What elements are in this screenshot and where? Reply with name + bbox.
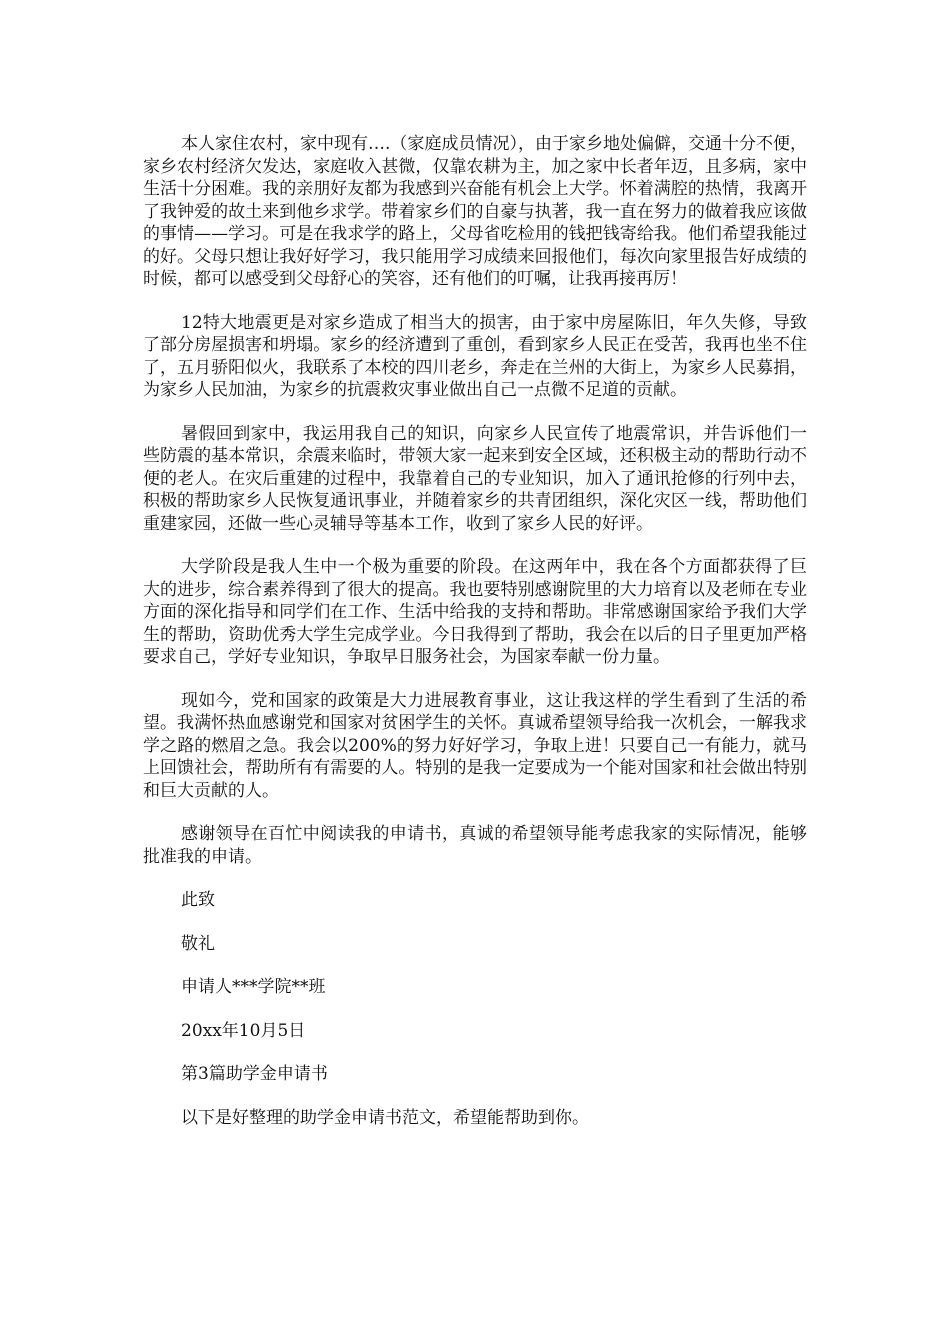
- paragraph-gratitude-policy: 现如今，党和国家的政策是大力进展教育事业，这让我这样的学生看到了生活的希望。我满怀热血感谢党和国家对贫困学生的关怀。真诚希望领导给我一次机会，一解我求学之路的燃眉之急。我会以200%的努力好好学习，争取上进！只要自己一有能力，就马上回馈社会，帮助所有有需要的人。特别的是我一定要成为一个能对国家和社会做出特别和巨大贡献的人。: [143, 690, 807, 801]
- closing-line: 此致: [181, 890, 215, 910]
- date-line: 20xx年10月5日: [181, 1020, 306, 1041]
- applicant-line: 申请人***学院**班: [181, 977, 326, 997]
- next-section-intro: 以下是好整理的助学金申请书范文，希望能帮助到你。: [181, 1107, 589, 1128]
- salute-line: 敬礼: [181, 933, 215, 954]
- paragraph-family-situation: 本人家住农村，家中现有….（家庭成员情况），由于家乡地处偏僻，交通十分不便，家乡农村经济欠发达，家庭收入甚微，仅靠农耕为主，加之家中长者年迈，且多病，家中生活十分困难。我的亲朋好友都为我感到兴奋能有机会上大学。怀着满腔的热情，我离开了我钟爱的故土来到他乡求学。带着家乡们的自豪与执著，我一直在努力的做着我应该做的事情——学习。可是在我求学的路上，父母省吃检用的钱把钱寄给我。他们希望我能过的好。父母只想让我好好学习，我只能用学习成绩来回报他们，每次向家里报告好成绩的时候，都可以感受到父母舒心的笑容，还有他们的叮嘱，让我再接再厉！: [143, 134, 807, 289]
- paragraph-earthquake: 12特大地震更是对家乡造成了相当大的损害，由于家中房屋陈旧，年久失修，导致了部分房屋损害和坍塌。家乡的经济遭到了重创，看到家乡人民正在受苦，我再也坐不住了，五月骄阳似火，我联系了本校的四川老乡，奔走在兰州的大街上，为家乡人民募捐，为家乡人民加油，为家乡的抗震救灾事业做出自己一点微不足道的贡献。: [143, 312, 807, 400]
- paragraph-summer-volunteer: 暑假回到家中，我运用我自己的知识，向家乡人民宣传了地震常识，并告诉他们一些防震的基本常识，余震来临时，带领大家一起来到安全区域，还积极主动的帮助行动不便的老人。在灾后重建的过程中，我靠着自己的专业知识，加入了通讯抢修的行列中去，积极的帮助家乡人民恢复通讯事业，并随着家乡的共青团组织，深化灾区一线，帮助他们重建家园，还做一些心灵辅导等基本工作，收到了家乡人民的好评。: [143, 423, 807, 534]
- document-body: [143, 133, 807, 1150]
- paragraph-thanks-request: 感谢领导在百忙中阅读我的申请书，真诚的希望领导能考虑我家的实际情况，能够批准我的申请。: [143, 824, 807, 867]
- paragraph-university: 大学阶段是我人生中一个极为重要的阶段。在这两年中，我在各个方面都获得了巨大的进步，综合素养得到了很大的提高。我也要特别感谢院里的大力培育以及老师在专业方面的深化指导和同学们在工作、生活中给我的支持和帮助。非常感谢国家给予我们大学生的帮助，资助优秀大学生完成学业。今日我得到了帮助，我会在以后的日子里更加严格要求自己，学好专业知识，争取早日服务社会，为国家奉献一份力量。: [143, 557, 807, 667]
- next-section-title: 第3篇助学金申请书: [181, 1064, 328, 1084]
